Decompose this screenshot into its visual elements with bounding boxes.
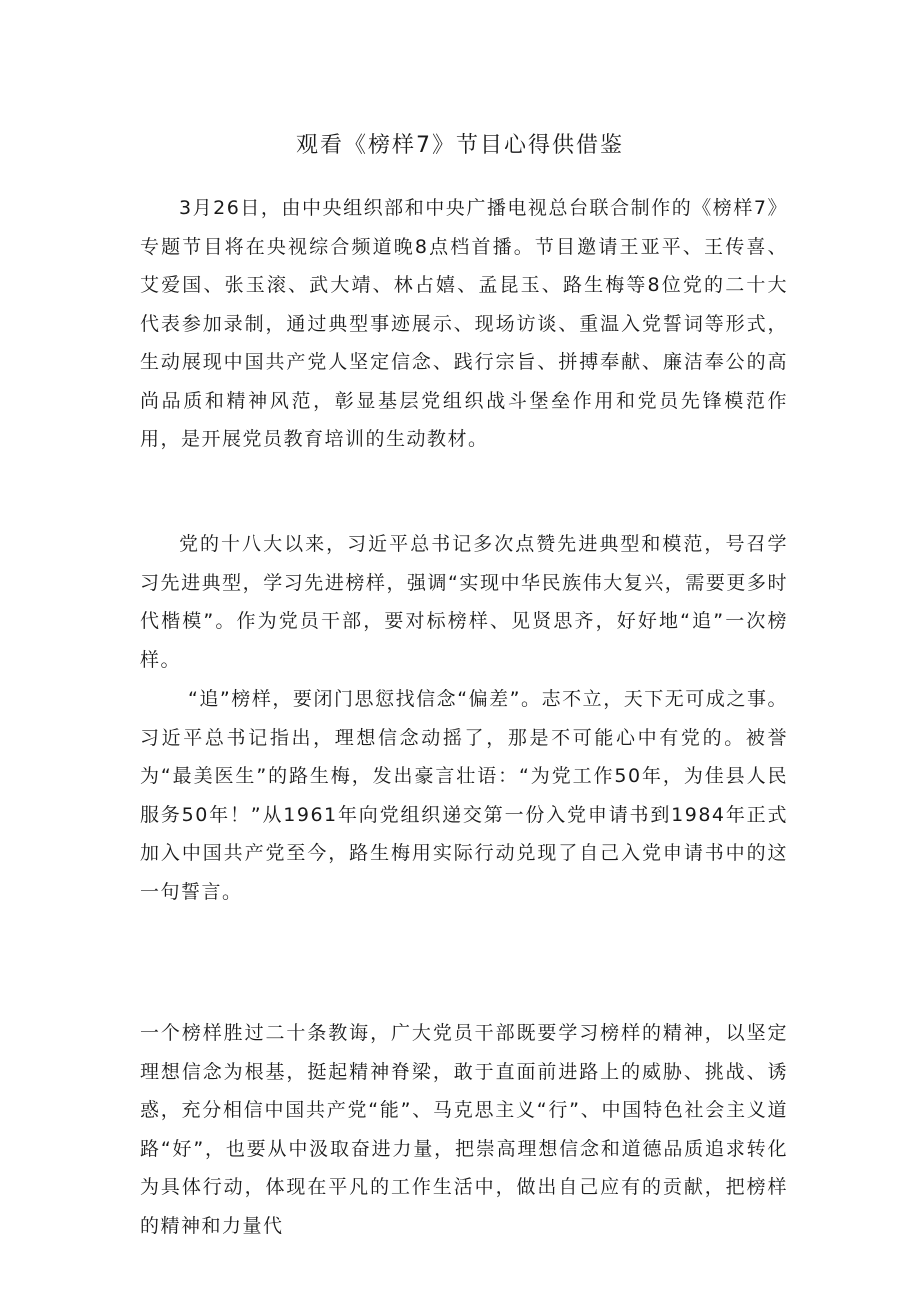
paragraph-1: 3月26日，由中央组织部和中央广播电视总台联合制作的《榜样7》专题节目将在央视综合频道晚8点档首播。节目邀请王亚平、王传喜、艾爱国、张玉滚、武大靖、林占嬉、孟昆玉、路生梅等8位党的二十大代表参加录制，通过典型事迹展示、现场访谈、重温入党誓词等形式，生动展现中国共产党人坚定信念、践行宗旨、拼搏奉献、廉洁奉公的高尚品质和精神风范，彰显基层党组织战斗堡垒作用和党员先锋模范作用，是开展党员教育培训的生动教材。 — [140, 197, 788, 450]
paragraph-4: 一个榜样胜过二十条教诲，广大党员干部既要学习榜样的精神，以坚定理想信念为根基，挺起精神脊梁，敢于直面前进路上的威胁、挑战、诱惑，充分相信中国共产党“能”、马克思主义“行”、中国特色社会主义道路“好”，也要从中汲取奋进力量，把崇高理想信念和道德品质追求转化为具体行动，体现在平凡的工作生活中，做出自己应有的贡献，把榜样的精神和力量代 — [140, 1022, 788, 1237]
document-title: 观看《榜样7》节目心得供借鉴 — [296, 133, 624, 158]
paragraph-2: 党的十八大以来，习近平总书记多次点赞先进典型和模范，号召学习先进典型，学习先进榜样，强调“实现中华民族伟大复兴，需要更多时代楷模”。作为党员干部，要对标榜样、见贤思齐，好好地“追”一次榜样。 — [140, 533, 788, 671]
paragraph-3: “追”榜样，要闭门思愆找信念“偏差”。志不立，天下无可成之事。习近平总书记指出，理想信念动摇了，那是不可能心中有党的。被誉为“最美医生”的路生梅，发出豪言壮语：“为党工作50年，为佳县人民服务50年！”从1961年向党组织递交第一份入党申请书到1984年正式加入中国共产党至今，路生梅用实际行动兑现了自己入党申请书中的这一句誓言。 — [140, 688, 788, 903]
